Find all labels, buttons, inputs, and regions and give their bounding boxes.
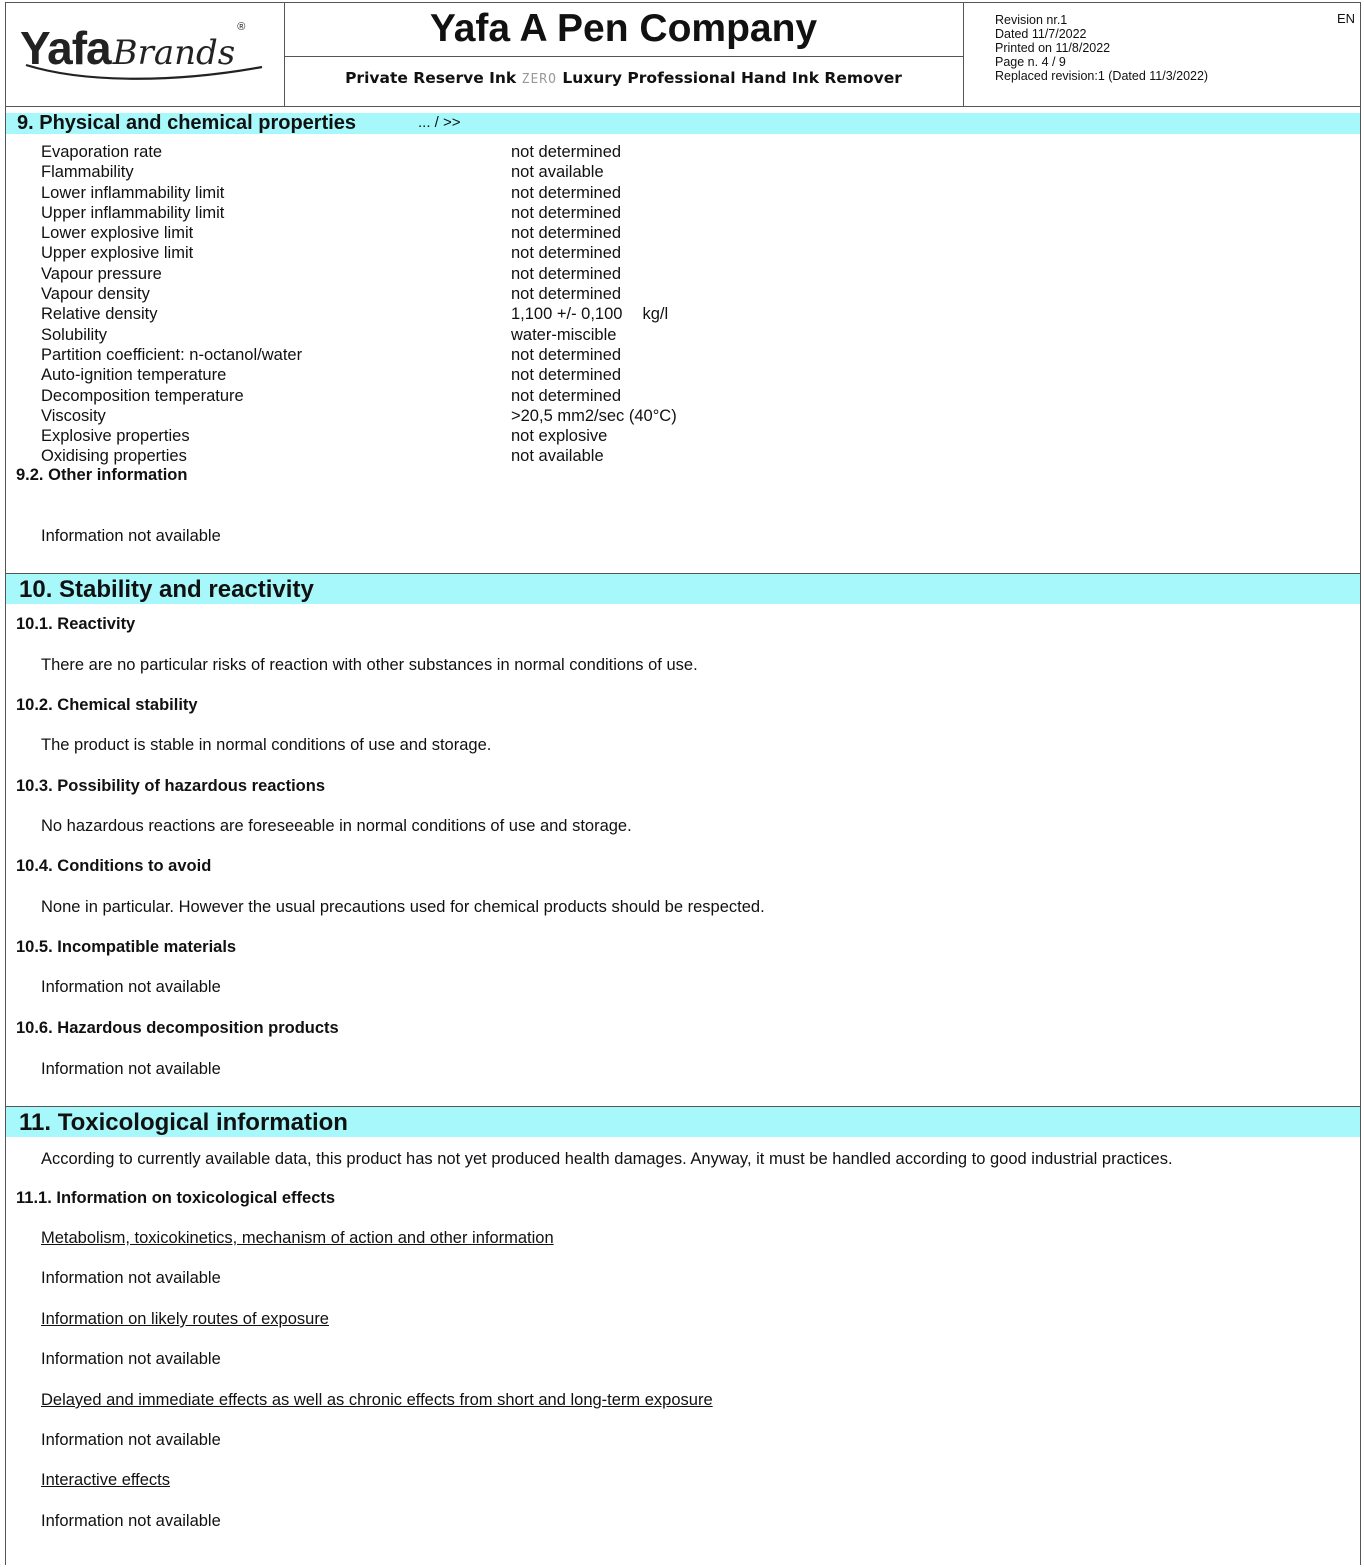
property-value bbox=[511, 304, 668, 324]
table-row bbox=[41, 325, 941, 345]
effect-text: Information not available bbox=[41, 1269, 221, 1287]
effect-text: Information not available bbox=[41, 1350, 221, 1368]
property-name: Auto-ignition temperature bbox=[41, 366, 227, 385]
table-row bbox=[41, 223, 941, 243]
replaced-revision: Replaced revision:1 (Dated 11/3/2022) bbox=[995, 69, 1209, 83]
property-name: Upper inflammability limit bbox=[41, 203, 225, 222]
logo-main-text: Yafa bbox=[20, 22, 111, 74]
effect-heading: Delayed and immediate effects as well as chronic effects from short and long-term exposure bbox=[41, 1391, 713, 1409]
property-value: not determined bbox=[511, 366, 622, 385]
subsection-heading: 10.6. Hazardous decomposition products bbox=[16, 1019, 339, 1037]
table-row bbox=[41, 365, 941, 385]
company-name: Yafa A Pen Company bbox=[284, 3, 963, 57]
product-suffix: Luxury Professional Hand Ink Remover bbox=[562, 69, 902, 87]
table-row bbox=[41, 142, 941, 162]
subsection-text: Information not available bbox=[41, 1060, 221, 1078]
property-name: Flammability bbox=[41, 163, 134, 182]
property-value: not determined bbox=[511, 285, 622, 304]
property-value: not determined bbox=[511, 264, 622, 283]
section-10-bar bbox=[6, 573, 1360, 604]
property-name: Lower inflammability limit bbox=[41, 183, 225, 202]
table-row bbox=[41, 183, 941, 203]
continued-marker: ... / >> bbox=[418, 114, 461, 131]
sds-page bbox=[5, 2, 1361, 1565]
revision-printed: Printed on 11/8/2022 bbox=[995, 41, 1111, 55]
registered-mark: ® bbox=[237, 21, 246, 33]
effect-heading: Information on likely routes of exposure bbox=[41, 1310, 329, 1328]
property-value: not determined bbox=[511, 345, 622, 364]
property-name: Relative density bbox=[41, 305, 158, 324]
subsection-heading: 10.1. Reactivity bbox=[16, 615, 136, 633]
property-value: not determined bbox=[511, 244, 622, 263]
property-value: not available bbox=[511, 447, 604, 466]
subsection-heading: 11.1. Information on toxicological effects bbox=[16, 1189, 336, 1207]
property-name: Solubility bbox=[41, 325, 108, 344]
effect-heading: Interactive effects bbox=[41, 1471, 171, 1489]
property-name: Lower explosive limit bbox=[41, 224, 194, 243]
effect-text: Information not available bbox=[41, 1431, 221, 1449]
subsection-text: There are no particular risks of reaction with other substances in normal conditions of use. bbox=[41, 656, 698, 674]
property-value: not determined bbox=[511, 143, 622, 161]
density-value: 1,100 +/- 0,100 bbox=[511, 305, 623, 324]
section-9-bar bbox=[6, 113, 1360, 134]
property-value: not determined bbox=[511, 224, 622, 243]
subsection-text: Information not available bbox=[41, 978, 221, 996]
property-name: Evaporation rate bbox=[41, 143, 163, 161]
properties-table bbox=[41, 142, 941, 467]
subsection-heading: 10.5. Incompatible materials bbox=[16, 938, 237, 956]
density-unit: kg/l bbox=[642, 305, 669, 324]
logo-script-text: Brands bbox=[112, 33, 236, 73]
property-value: >20,5 mm2/sec (40°C) bbox=[511, 406, 677, 425]
section-9-title: 9. Physical and chemical properties bbox=[17, 112, 357, 134]
document-header bbox=[6, 3, 1360, 107]
effect-heading: Metabolism, toxicokinetics, mechanism of action and other information bbox=[41, 1229, 554, 1247]
other-information-heading: 9.2. Other information bbox=[16, 466, 188, 484]
revision-dated: Dated 11/7/2022 bbox=[995, 27, 1087, 41]
page-number: Page n. 4 / 9 bbox=[995, 55, 1066, 69]
section-10-title: 10. Stability and reactivity bbox=[19, 576, 314, 603]
revision-info bbox=[995, 13, 1208, 83]
property-value: not available bbox=[511, 163, 604, 182]
effect-text: Information not available bbox=[41, 1512, 221, 1530]
property-name: Explosive properties bbox=[41, 427, 190, 446]
property-value: water-miscible bbox=[511, 325, 617, 344]
table-row bbox=[41, 304, 941, 324]
table-row bbox=[41, 345, 941, 365]
subsection-heading: 10.3. Possibility of hazardous reactions bbox=[16, 777, 326, 795]
property-name: Vapour density bbox=[41, 285, 150, 304]
table-row bbox=[41, 406, 941, 426]
revision-cell bbox=[963, 3, 1360, 106]
language-code: EN bbox=[1336, 11, 1355, 26]
table-row bbox=[41, 386, 941, 406]
logo-cell bbox=[6, 3, 285, 106]
subsection-text: No hazardous reactions are foreseeable in normal conditions of use and storage. bbox=[41, 817, 632, 835]
property-name: Oxidising properties bbox=[41, 447, 187, 466]
table-row bbox=[41, 203, 941, 223]
table-row bbox=[41, 243, 941, 263]
subsection-text: The product is stable in normal conditions of use and storage. bbox=[41, 736, 492, 754]
property-name: Partition coefficient: n-octanol/water bbox=[41, 345, 303, 364]
property-value: not explosive bbox=[511, 427, 608, 446]
table-row bbox=[41, 284, 941, 304]
table-row bbox=[41, 264, 941, 284]
subsection-heading: 10.4. Conditions to avoid bbox=[16, 857, 212, 875]
other-information-text: Information not available bbox=[41, 527, 221, 545]
subsection-text: None in particular. However the usual precautions used for chemical products should be respected. bbox=[41, 898, 765, 916]
property-value: not determined bbox=[511, 386, 622, 405]
property-value: not determined bbox=[511, 203, 622, 222]
logo-swoosh-icon bbox=[24, 61, 264, 83]
product-name bbox=[284, 69, 963, 87]
toxicology-intro: According to currently available data, this product has not yet produced health damages. Anyway, it must be handled according to good industrial practices. bbox=[41, 1150, 1173, 1168]
table-row bbox=[41, 446, 941, 466]
product-prefix: Private Reserve Ink bbox=[345, 69, 517, 87]
property-name: Vapour pressure bbox=[41, 264, 162, 283]
property-value: not determined bbox=[511, 183, 622, 202]
zero-brand-mark: ZERO bbox=[521, 72, 557, 87]
section-11-title: 11. Toxicological information bbox=[19, 1109, 348, 1136]
table-row bbox=[41, 162, 941, 182]
property-name: Viscosity bbox=[41, 406, 106, 425]
subsection-heading: 10.2. Chemical stability bbox=[16, 696, 198, 714]
revision-number: Revision nr.1 bbox=[995, 13, 1068, 27]
section-11-bar bbox=[6, 1106, 1360, 1137]
property-name: Upper explosive limit bbox=[41, 244, 194, 263]
table-row bbox=[41, 426, 941, 446]
title-cell bbox=[284, 3, 964, 106]
property-name: Decomposition temperature bbox=[41, 386, 244, 405]
